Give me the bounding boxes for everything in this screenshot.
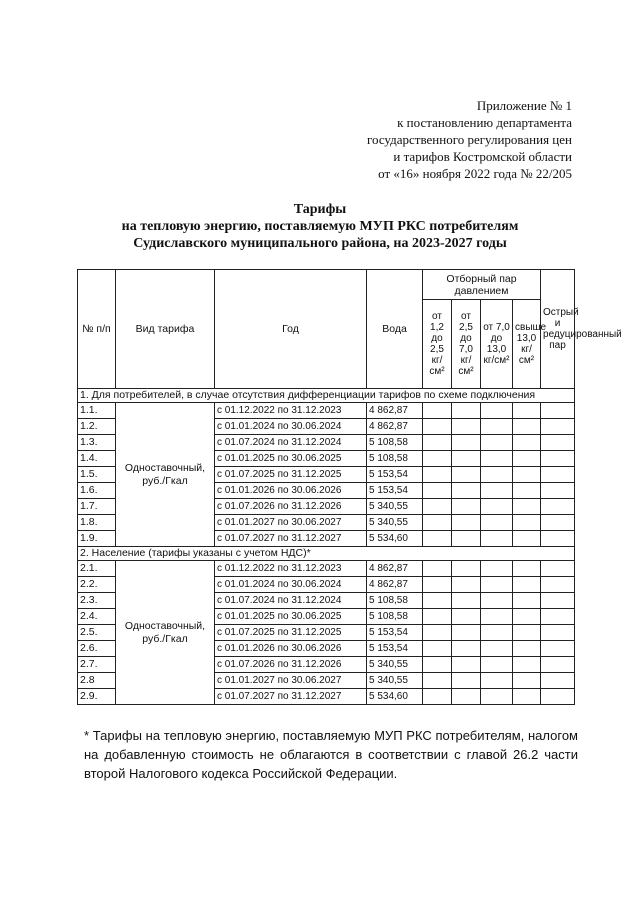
empty-value-cell [481,403,513,419]
empty-value-cell [452,403,481,419]
header-steam-col: от 1,2 до 2,5 кг/см² [423,300,452,389]
appendix-line: и тарифов Костромской области [393,149,572,164]
empty-value-cell [513,561,541,577]
table-row [78,403,575,419]
water-value-cell: 5 534,60 [367,689,423,705]
appendix-block [272,97,572,182]
empty-value-cell [452,625,481,641]
document-title [60,201,580,252]
empty-value-cell [541,403,575,419]
empty-value-cell [481,467,513,483]
empty-value-cell [452,435,481,451]
water-value-cell: 5 153,54 [367,483,423,499]
period-cell: с 01.01.2027 по 30.06.2027 [215,515,367,531]
period-cell: с 01.01.2026 по 30.06.2026 [215,641,367,657]
empty-value-cell [423,499,452,515]
period-cell: с 01.01.2025 по 30.06.2025 [215,451,367,467]
empty-value-cell [481,435,513,451]
empty-value-cell [423,451,452,467]
empty-value-cell [452,419,481,435]
period-cell: с 01.07.2024 по 31.12.2024 [215,593,367,609]
empty-value-cell [541,499,575,515]
empty-value-cell [541,531,575,547]
row-number: 2.1. [78,561,116,577]
header-year: Год [215,270,367,389]
water-value-cell: 5 108,58 [367,435,423,451]
water-value-cell: 4 862,87 [367,419,423,435]
header-steam-col: от 2,5 до 7,0 кг/см² [452,300,481,389]
empty-value-cell [452,451,481,467]
empty-value-cell [513,609,541,625]
empty-value-cell [541,593,575,609]
empty-value-cell [481,593,513,609]
empty-value-cell [452,531,481,547]
empty-value-cell [541,561,575,577]
period-cell: с 01.01.2024 по 30.06.2024 [215,419,367,435]
empty-value-cell [481,577,513,593]
empty-value-cell [423,625,452,641]
empty-value-cell [481,483,513,499]
tariff-type-cell: Одноставочный, руб./Гкал [116,561,215,705]
row-number: 1.1. [78,403,116,419]
empty-value-cell [541,419,575,435]
empty-value-cell [452,467,481,483]
title-line: Судиславского муниципального района, на 2023-2027 годы [133,236,507,251]
header-type: Вид тарифа [116,270,215,389]
header-steam: Отборный пар давлением [423,270,541,300]
empty-value-cell [541,689,575,705]
empty-value-cell [452,641,481,657]
period-cell: с 01.12.2022 по 31.12.2023 [215,561,367,577]
empty-value-cell [452,657,481,673]
row-number: 2.9. [78,689,116,705]
empty-value-cell [423,673,452,689]
empty-value-cell [481,673,513,689]
water-value-cell: 4 862,87 [367,403,423,419]
title-line: на тепловую энергию, поставляемую МУП РКС потребителям [121,219,519,234]
tariff-type-cell: Одноставочный, руб./Гкал [116,403,215,547]
empty-value-cell [541,609,575,625]
empty-value-cell [481,531,513,547]
water-value-cell: 5 340,55 [367,499,423,515]
empty-value-cell [513,451,541,467]
empty-value-cell [541,577,575,593]
empty-value-cell [513,419,541,435]
empty-value-cell [481,657,513,673]
appendix-line: от «16» ноября 2022 года № 22/205 [378,166,572,181]
empty-value-cell [481,641,513,657]
section-header: 2. Население (тарифы указаны с учетом НДС)* [78,547,575,561]
empty-value-cell [541,435,575,451]
header-num: № п/п [78,270,116,389]
water-value-cell: 5 340,55 [367,673,423,689]
header-water: Вода [367,270,423,389]
water-value-cell: 5 108,58 [367,609,423,625]
empty-value-cell [513,531,541,547]
period-cell: с 01.07.2027 по 31.12.2027 [215,689,367,705]
period-cell: с 01.01.2024 по 30.06.2024 [215,577,367,593]
empty-value-cell [423,467,452,483]
empty-value-cell [423,435,452,451]
water-value-cell: 5 534,60 [367,531,423,547]
tariff-body [78,389,575,705]
empty-value-cell [423,483,452,499]
empty-value-cell [423,641,452,657]
empty-value-cell [513,515,541,531]
period-cell: с 01.12.2022 по 31.12.2023 [215,403,367,419]
row-number: 2.2. [78,577,116,593]
empty-value-cell [452,673,481,689]
water-value-cell: 5 153,54 [367,625,423,641]
empty-value-cell [541,451,575,467]
row-number: 1.6. [78,483,116,499]
row-number: 2.5. [78,625,116,641]
row-number: 1.8. [78,515,116,531]
empty-value-cell [513,657,541,673]
empty-value-cell [513,625,541,641]
empty-value-cell [513,483,541,499]
empty-value-cell [513,641,541,657]
water-value-cell: 5 340,55 [367,657,423,673]
empty-value-cell [541,483,575,499]
row-number: 1.9. [78,531,116,547]
appendix-line: государственного регулирования цен [367,132,572,147]
appendix-line: Приложение № 1 [476,98,572,113]
empty-value-cell [513,467,541,483]
header-steam-col: свыше 13,0 кг/см² [513,300,541,389]
empty-value-cell [452,593,481,609]
empty-value-cell [541,625,575,641]
empty-value-cell [541,673,575,689]
empty-value-cell [423,609,452,625]
empty-value-cell [513,435,541,451]
empty-value-cell [423,657,452,673]
period-cell: с 01.07.2024 по 31.12.2024 [215,435,367,451]
period-cell: с 01.01.2027 по 30.06.2027 [215,673,367,689]
title-line: Тарифы [293,202,347,217]
row-number: 2.7. [78,657,116,673]
water-value-cell: 4 862,87 [367,561,423,577]
empty-value-cell [513,403,541,419]
row-number: 2.4. [78,609,116,625]
empty-value-cell [541,515,575,531]
empty-value-cell [423,689,452,705]
row-number: 1.2. [78,419,116,435]
empty-value-cell [481,625,513,641]
empty-value-cell [481,689,513,705]
empty-value-cell [513,499,541,515]
empty-value-cell [541,467,575,483]
table-row [78,561,575,577]
appendix-line: к постановлению департамента [397,115,572,130]
period-cell: с 01.07.2026 по 31.12.2026 [215,657,367,673]
empty-value-cell [423,577,452,593]
water-value-cell: 5 108,58 [367,451,423,467]
period-cell: с 01.01.2026 по 30.06.2026 [215,483,367,499]
empty-value-cell [481,561,513,577]
empty-value-cell [513,689,541,705]
empty-value-cell [423,561,452,577]
empty-value-cell [541,641,575,657]
row-number: 1.5. [78,467,116,483]
empty-value-cell [481,515,513,531]
tariff-table [77,269,622,705]
empty-value-cell [423,403,452,419]
empty-value-cell [423,531,452,547]
empty-value-cell [452,689,481,705]
empty-value-cell [423,419,452,435]
empty-value-cell [452,561,481,577]
header-sharp-steam: Острый и редуцированный пар [541,270,575,389]
water-value-cell: 5 108,58 [367,593,423,609]
empty-value-cell [423,515,452,531]
empty-value-cell [481,419,513,435]
water-value-cell: 5 153,54 [367,467,423,483]
period-cell: с 01.07.2027 по 31.12.2027 [215,531,367,547]
water-value-cell: 4 862,87 [367,577,423,593]
empty-value-cell [452,577,481,593]
empty-value-cell [452,515,481,531]
empty-value-cell [452,483,481,499]
empty-value-cell [452,609,481,625]
period-cell: с 01.01.2025 по 30.06.2025 [215,609,367,625]
row-number: 2.3. [78,593,116,609]
empty-value-cell [513,577,541,593]
header-steam-col: от 7,0 до 13,0 кг/см² [481,300,513,389]
row-number: 2.6. [78,641,116,657]
empty-value-cell [541,657,575,673]
empty-value-cell [481,451,513,467]
footnote: * Тарифы на тепловую энергию, поставляемую МУП РКС потребителям, налогом на добавленную стоимость не облагаются в соответствии с главой 26.2 части второй Налогового кодекса Российской Федерации. [84,728,578,781]
empty-value-cell [423,593,452,609]
row-number: 1.3. [78,435,116,451]
section-header: 1. Для потребителей, в случае отсутствия дифференциации тарифов по схеме подключения [78,389,575,403]
row-number: 2.8 [78,673,116,689]
period-cell: с 01.07.2025 по 31.12.2025 [215,467,367,483]
empty-value-cell [513,673,541,689]
empty-value-cell [452,499,481,515]
empty-value-cell [481,499,513,515]
row-number: 1.4. [78,451,116,467]
empty-value-cell [513,593,541,609]
period-cell: с 01.07.2025 по 31.12.2025 [215,625,367,641]
water-value-cell: 5 340,55 [367,515,423,531]
row-number: 1.7. [78,499,116,515]
period-cell: с 01.07.2026 по 31.12.2026 [215,499,367,515]
water-value-cell: 5 153,54 [367,641,423,657]
empty-value-cell [481,609,513,625]
